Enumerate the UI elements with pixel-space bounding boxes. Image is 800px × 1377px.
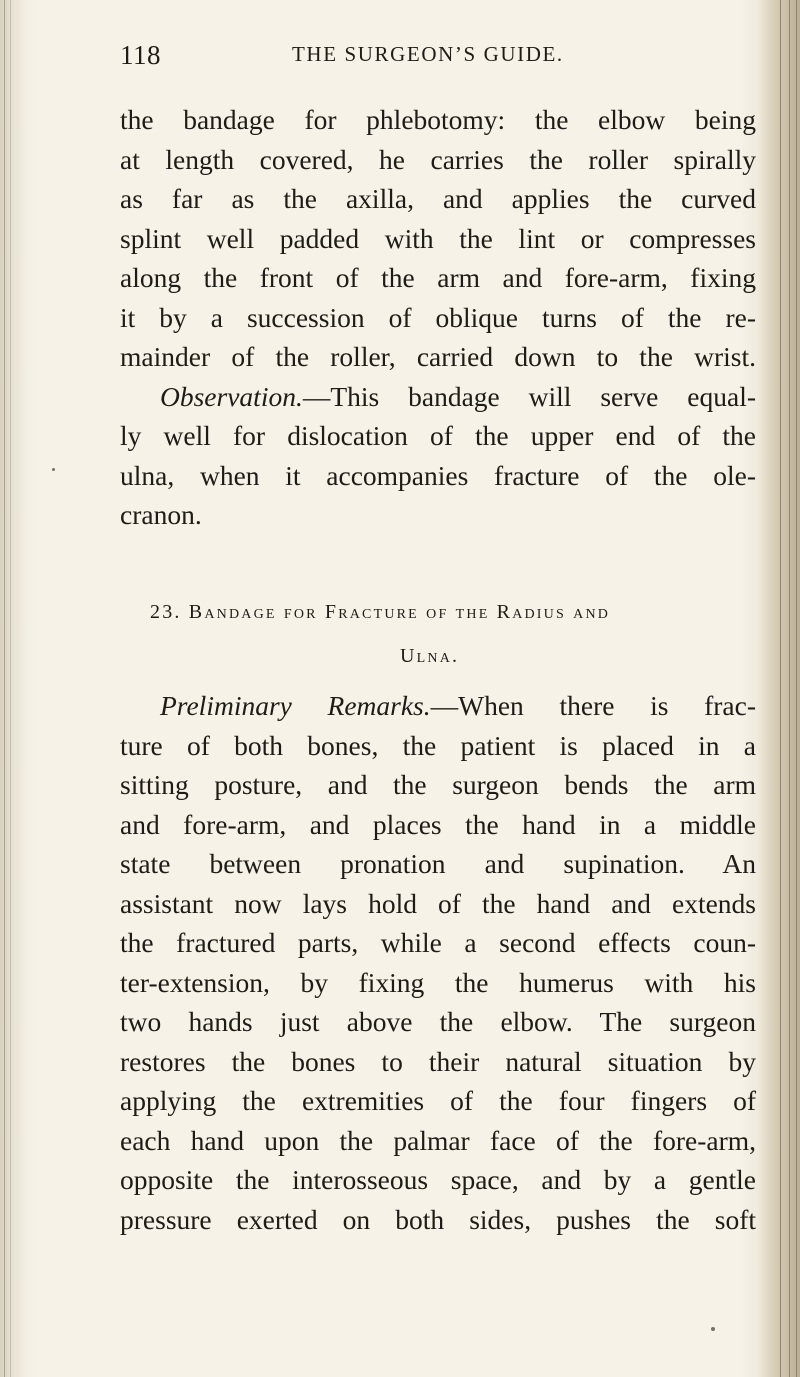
section-heading <box>150 590 736 678</box>
text-line: restores the bones to their natural situation by <box>120 1045 756 1077</box>
text-line: along the front of the arm and fore-arm, fixing <box>120 262 756 293</box>
page-number: 118 <box>120 40 161 70</box>
observation-text: —This bandage will serve equal- <box>302 380 756 412</box>
text-line: and fore-arm, and places the hand in a middle <box>120 808 756 840</box>
page-edge <box>758 0 800 1377</box>
text-line: ulna, when it accompanies fracture of the ole- <box>120 459 756 491</box>
text-line: opposite the interosseous space, and by a gentle <box>120 1164 756 1195</box>
body-text-bottom <box>120 686 756 1239</box>
text-line: as far as the axilla, and applies the curved <box>120 183 756 214</box>
text-line: the bandage for phlebotomy: the elbow being <box>120 104 756 135</box>
text-line: pressure exerted on both sides, pushes the soft <box>120 1203 756 1235</box>
text-line: sitting posture, and the surgeon bends the arm <box>120 769 756 800</box>
page-header <box>120 40 740 80</box>
text-line: applying the extremities of the four fingers of <box>120 1085 756 1116</box>
text-line: two hands just above the elbow. The surgeon <box>120 1006 756 1037</box>
text-line: ture of both bones, the patient is placed in a <box>120 729 756 761</box>
text-line: ter-extension, by fixing the humerus with his <box>120 966 756 998</box>
observation-label: Observation. <box>160 380 303 412</box>
section-heading-line-2: Ulna. <box>400 645 460 667</box>
text-line: at length covered, he carries the roller spirally <box>120 143 756 175</box>
text-line: assistant now lays hold of the hand and extends <box>120 887 756 919</box>
text-line: mainder of the roller, carried down to the wrist. <box>120 341 756 372</box>
paper-speck <box>711 1327 715 1331</box>
running-head: THE SURGEON’S GUIDE. <box>292 42 564 66</box>
remarks-line <box>120 686 756 726</box>
text-line: splint well padded with the lint or compresses <box>120 222 756 254</box>
text-line: ly well for dislocation of the upper end of the <box>120 420 756 451</box>
section-heading-line-1: 23. Bandage for Fracture of the Radius and <box>150 601 611 623</box>
observation-line <box>120 377 756 417</box>
text-line: each hand upon the palmar face of the fore-arm, <box>120 1124 756 1156</box>
binding-gutter <box>0 0 26 1377</box>
text-line: state between pronation and supination. An <box>120 848 756 879</box>
text-line: it by a succession of oblique turns of the re- <box>120 301 756 333</box>
text-line: cranon. <box>120 499 202 530</box>
body-text-top <box>120 100 756 535</box>
text-line: the fractured parts, while a second effects coun- <box>120 927 756 958</box>
remarks-text: —When there is frac- <box>430 690 756 721</box>
remarks-label: Preliminary Remarks. <box>160 690 431 721</box>
paper-speck <box>52 468 55 471</box>
